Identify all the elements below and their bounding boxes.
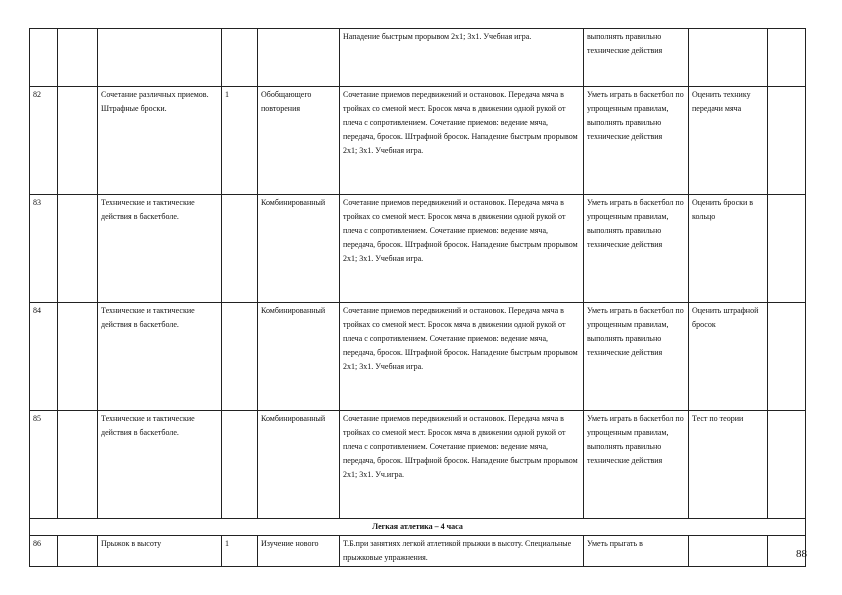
skills-requirements: Уметь играть в баскетбол по упрощенным правилам, выполнять правильно технические действия	[584, 411, 689, 519]
blank-cell	[58, 411, 98, 519]
lesson-content: Сочетание приемов передвижений и остановок. Передача мяча в тройках со сменой мест. Бросок мяча в движении одной рукой от плеча с сопротивлением. Сочетание приемов: ведение мяча, передача, бросок. Штрафной бросок. Нападение быстрым прорывом 2х1; 3х1. Учебная игра.	[340, 303, 584, 411]
extra-cell	[768, 87, 806, 195]
control-type	[689, 536, 768, 567]
lesson-hours	[222, 29, 258, 87]
row-number: 84	[30, 303, 58, 411]
table-row	[30, 29, 806, 87]
extra-cell	[768, 303, 806, 411]
extra-cell	[768, 29, 806, 87]
section-row	[30, 519, 806, 536]
lesson-topic: Сочетание различных приемов. Штрафные броски.	[98, 87, 222, 195]
skills-requirements: Уметь играть в баскетбол по упрощенным правилам, выполнять правильно технические действия	[584, 195, 689, 303]
lesson-topic: Технические и тактические действия в баскетболе.	[98, 303, 222, 411]
lesson-type: Комбинированный	[258, 303, 340, 411]
blank-cell	[58, 536, 98, 567]
lesson-topic: Технические и тактические действия в баскетболе.	[98, 411, 222, 519]
lesson-content: Сочетание приемов передвижений и остановок. Передача мяча в тройках со сменой мест. Бросок мяча в движении одной рукой от плеча с сопротивлением. Сочетание приемов: ведение мяча, передача, бросок. Штрафной бросок. Нападение быстрым прорывом 2х1; 3х1. Уч.игра.	[340, 411, 584, 519]
lesson-topic	[98, 29, 222, 87]
lesson-content: Т.Б.при занятиях легкой атлетикой прыжки в высоту. Специальные прыжковые упражнения.	[340, 536, 584, 567]
control-type: Оценить технику передачи мяча	[689, 87, 768, 195]
row-number	[30, 29, 58, 87]
row-number: 82	[30, 87, 58, 195]
row-number: 85	[30, 411, 58, 519]
lesson-content: Сочетание приемов передвижений и остановок. Передача мяча в тройках со сменой мест. Бросок мяча в движении одной рукой от плеча с сопротивлением. Сочетание приемов: ведение мяча, передача, бросок. Штрафной бросок. Нападение быстрым прорывом 2х1; 3х1. Учебная игра.	[340, 195, 584, 303]
control-type: Оценить штрафной бросок	[689, 303, 768, 411]
blank-cell	[58, 195, 98, 303]
table-row	[30, 195, 806, 303]
lesson-type: Обобщающего повторения	[258, 87, 340, 195]
control-type: Тест по теории	[689, 411, 768, 519]
lesson-type: Комбинированный	[258, 411, 340, 519]
skills-requirements: Уметь играть в баскетбол по упрощенным правилам, выполнять правильно технические действия	[584, 87, 689, 195]
lesson-hours: 1	[222, 87, 258, 195]
lesson-type	[258, 29, 340, 87]
lesson-hours	[222, 411, 258, 519]
skills-requirements: выполнять правильно технические действия	[584, 29, 689, 87]
table-row	[30, 303, 806, 411]
blank-cell	[58, 87, 98, 195]
control-type: Оценить броски в кольцо	[689, 195, 768, 303]
row-number: 83	[30, 195, 58, 303]
lesson-topic: Технические и тактические действия в баскетболе.	[98, 195, 222, 303]
page-number: 88	[796, 548, 807, 560]
blank-cell	[58, 303, 98, 411]
table-row	[30, 411, 806, 519]
skills-requirements: Уметь прыгать в	[584, 536, 689, 567]
blank-cell	[58, 29, 98, 87]
lesson-content: Нападение быстрым прорывом 2х1; 3х1. Учебная игра.	[340, 29, 584, 87]
table-row	[30, 87, 806, 195]
lesson-hours	[222, 303, 258, 411]
lesson-type: Изучение нового	[258, 536, 340, 567]
extra-cell	[768, 411, 806, 519]
row-number: 86	[30, 536, 58, 567]
lesson-plan-table	[29, 28, 806, 567]
lesson-content: Сочетание приемов передвижений и остановок. Передача мяча в тройках со сменой мест. Бросок мяча в движении одной рукой от плеча с сопротивлением. Сочетание приемов: ведение мяча, передача, бросок. Штрафной бросок. Нападение быстрым прорывом 2х1; 3х1. Учебная игра.	[340, 87, 584, 195]
section-title: Легкая атлетика – 4 часа	[30, 519, 806, 536]
lesson-topic: Прыжок в высоту	[98, 536, 222, 567]
extra-cell	[768, 195, 806, 303]
skills-requirements: Уметь играть в баскетбол по упрощенным правилам, выполнять правильно технические действия	[584, 303, 689, 411]
lesson-type: Комбинированный	[258, 195, 340, 303]
table-row	[30, 536, 806, 567]
control-type	[689, 29, 768, 87]
lesson-hours	[222, 195, 258, 303]
lesson-hours: 1	[222, 536, 258, 567]
